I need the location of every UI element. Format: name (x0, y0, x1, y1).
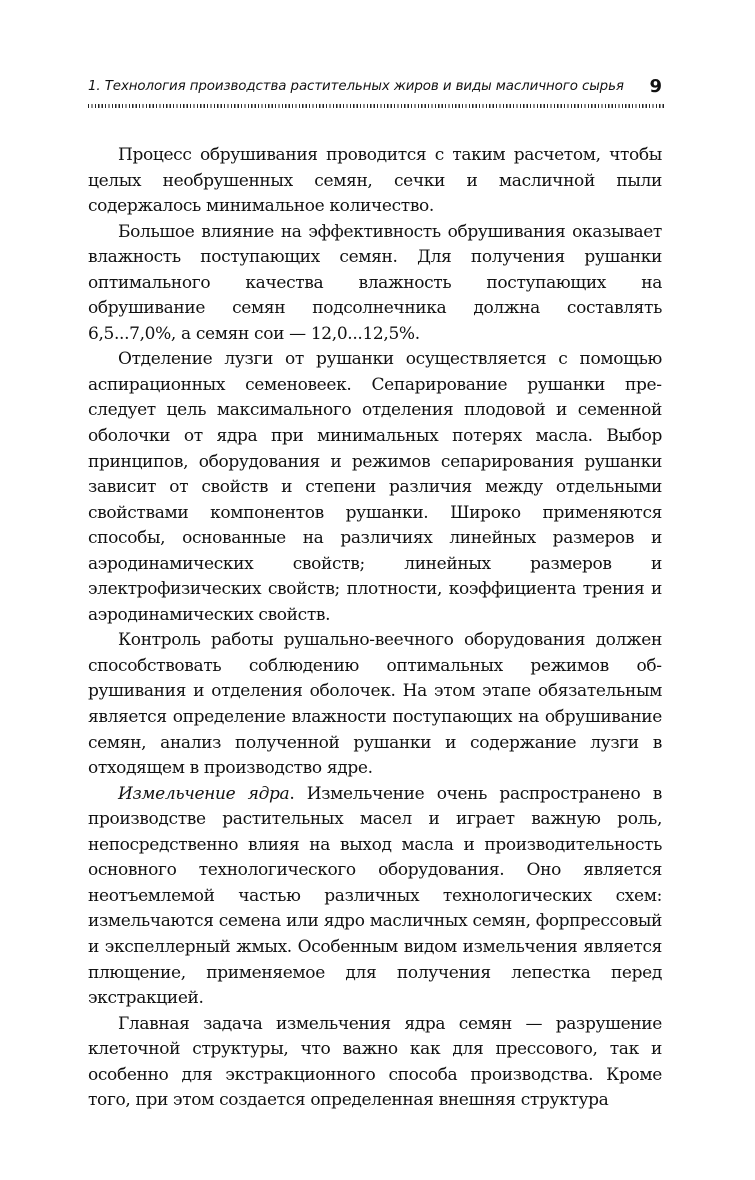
paragraph: Отделение лузги от рушанки осуществляется с помощью аспирационных семеновеек. Сепарирование рушанки преследует цель максимального отделения плодовой и семенной оболочки от ядра при минимальных потерях масла. Выбор принципов, оборудования и режимов сепарирования рушанки зависит от свойств и степени различия между отдельными свойствами компонентов рушанки. Широко применяются способы, основанные на различиях линейных размеров и аэродинамических свойств; линейных размеров и электрофизических свойств; плотности, коэффициента трения и аэродинамических свойств. (88, 349, 662, 625)
page-number: 9 (649, 76, 662, 97)
paragraph-text: . Измельчение очень распространено в производстве растительных масел и играет важную роль, непосредственно влияя на выход масла и производительность основного технологического оборудования. Оно является неотъемлемой частью различных технологических схем: измельчаются семена или ядро масличных семян, форпрессовый и экспеллерный жмых. Особенным видом измельчения является плющение, применяемое для получения лепестка перед экстракцией. (88, 783, 662, 1009)
body-text (88, 143, 662, 1114)
header-dotted-rule (88, 104, 664, 108)
running-header (88, 76, 666, 102)
paragraph: Большое влияние на эффективность обрушивания оказывает влажность поступающих семян. Для получения рушанки оптимального качества влажность поступающих на обрушивание семян подсолнечника должна составлять 6,5...7,0%, а семян сои — 12,0...12,5%. (88, 221, 662, 344)
paragraph-lead-term: Измельчение ядра (118, 783, 290, 804)
section-title: 1. Технология производства растительных жиров и виды масличного сырья (88, 79, 624, 94)
paragraph: Контроль работы рушально-веечного оборудования должен способствовать соблюдению оптимальных режимов обрушивания и отделения оболочек. На этом этапе обязательным является определение влажности поступающих на обрушивание семян, анализ полученной рушанки и содержание лузги в отходящем в производство ядре. (88, 630, 662, 779)
paragraph: Главная задача измельчения ядра семян — разрушение клеточной структуры, что важно как для прессового, так и особенно для экстракционного способа производства. Кроме того, при этом создается определенная внешняя структура (88, 1013, 662, 1111)
paragraph (88, 782, 662, 1012)
paragraph: Процесс обрушивания проводится с таким расчетом, чтобы целых необрушенных семян, сечки и масличной пыли содержалось минимальное количество. (88, 145, 662, 217)
